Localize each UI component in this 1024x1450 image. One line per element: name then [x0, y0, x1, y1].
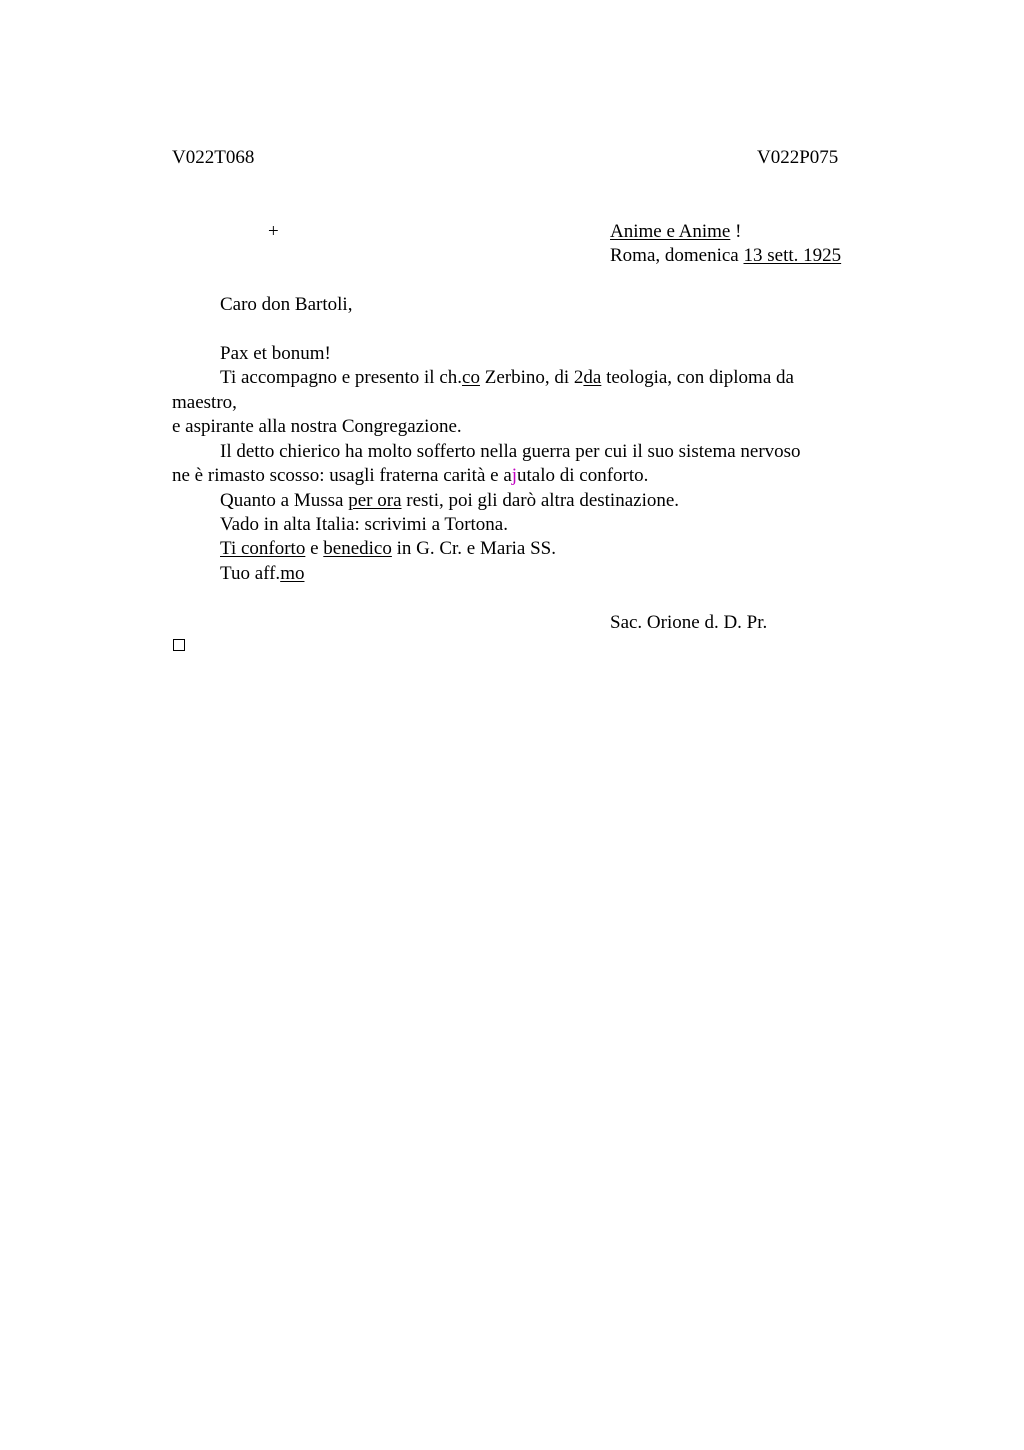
- text-span: utalo di conforto.: [517, 465, 649, 486]
- text-span: Tuo aff.: [220, 563, 281, 584]
- signature: Sac. Orione d. D. Pr.: [610, 612, 768, 633]
- text-span: Quanto a Mussa: [220, 490, 349, 511]
- text-span: resti, poi gli darò altra destinazione.: [401, 490, 680, 511]
- motto-suffix: !: [730, 221, 742, 242]
- text-span: ne è rimasto scosso: usagli fraterna carità e a: [172, 465, 512, 486]
- place-date-prefix: Roma, domenica: [610, 245, 744, 266]
- paragraph-5: [220, 537, 556, 561]
- salutation: Caro don Bartoli,: [220, 294, 353, 315]
- paragraph-3: [220, 489, 679, 513]
- document-code-right: V022P075: [757, 147, 839, 168]
- motto: [610, 220, 741, 244]
- superscript-abbrev: co: [462, 367, 480, 388]
- place-date: [610, 244, 841, 268]
- paragraph-2-line-2: [172, 464, 648, 488]
- text-span: Ti accompagno e presento il ch.: [220, 367, 463, 388]
- square-outline-icon: [173, 639, 185, 651]
- document-code-left: V022T068: [172, 147, 255, 168]
- closing: [220, 562, 304, 586]
- underlined-text: Ti conforto: [220, 538, 306, 559]
- letter-date: 13 sett. 1925: [743, 245, 842, 266]
- cross-symbol: +: [268, 221, 279, 242]
- paragraph-1-line-2: maestro,: [172, 392, 237, 413]
- superscript-abbrev: da: [583, 367, 602, 388]
- paragraph-4: Vado in alta Italia: scrivimi a Tortona.: [220, 514, 508, 535]
- motto-text: Anime e Anime: [610, 221, 731, 242]
- highlighted-letter: j: [511, 465, 518, 486]
- paragraph-2-line-1: Il detto chierico ha molto sofferto nella guerra per cui il suo sistema nervoso: [220, 441, 801, 462]
- greeting: Pax et bonum!: [220, 343, 331, 364]
- paragraph-1-line-1: [220, 366, 794, 390]
- underlined-text: per ora: [348, 490, 402, 511]
- text-span: Zerbino, di 2: [479, 367, 584, 388]
- text-span: e: [305, 538, 324, 559]
- text-span: teologia, con diploma da: [601, 367, 794, 388]
- paragraph-1-line-3: e aspirante alla nostra Congregazione.: [172, 416, 462, 437]
- underlined-text: benedico: [323, 538, 392, 559]
- text-span: in G. Cr. e Maria SS.: [391, 538, 556, 559]
- superscript-abbrev: mo: [280, 563, 305, 584]
